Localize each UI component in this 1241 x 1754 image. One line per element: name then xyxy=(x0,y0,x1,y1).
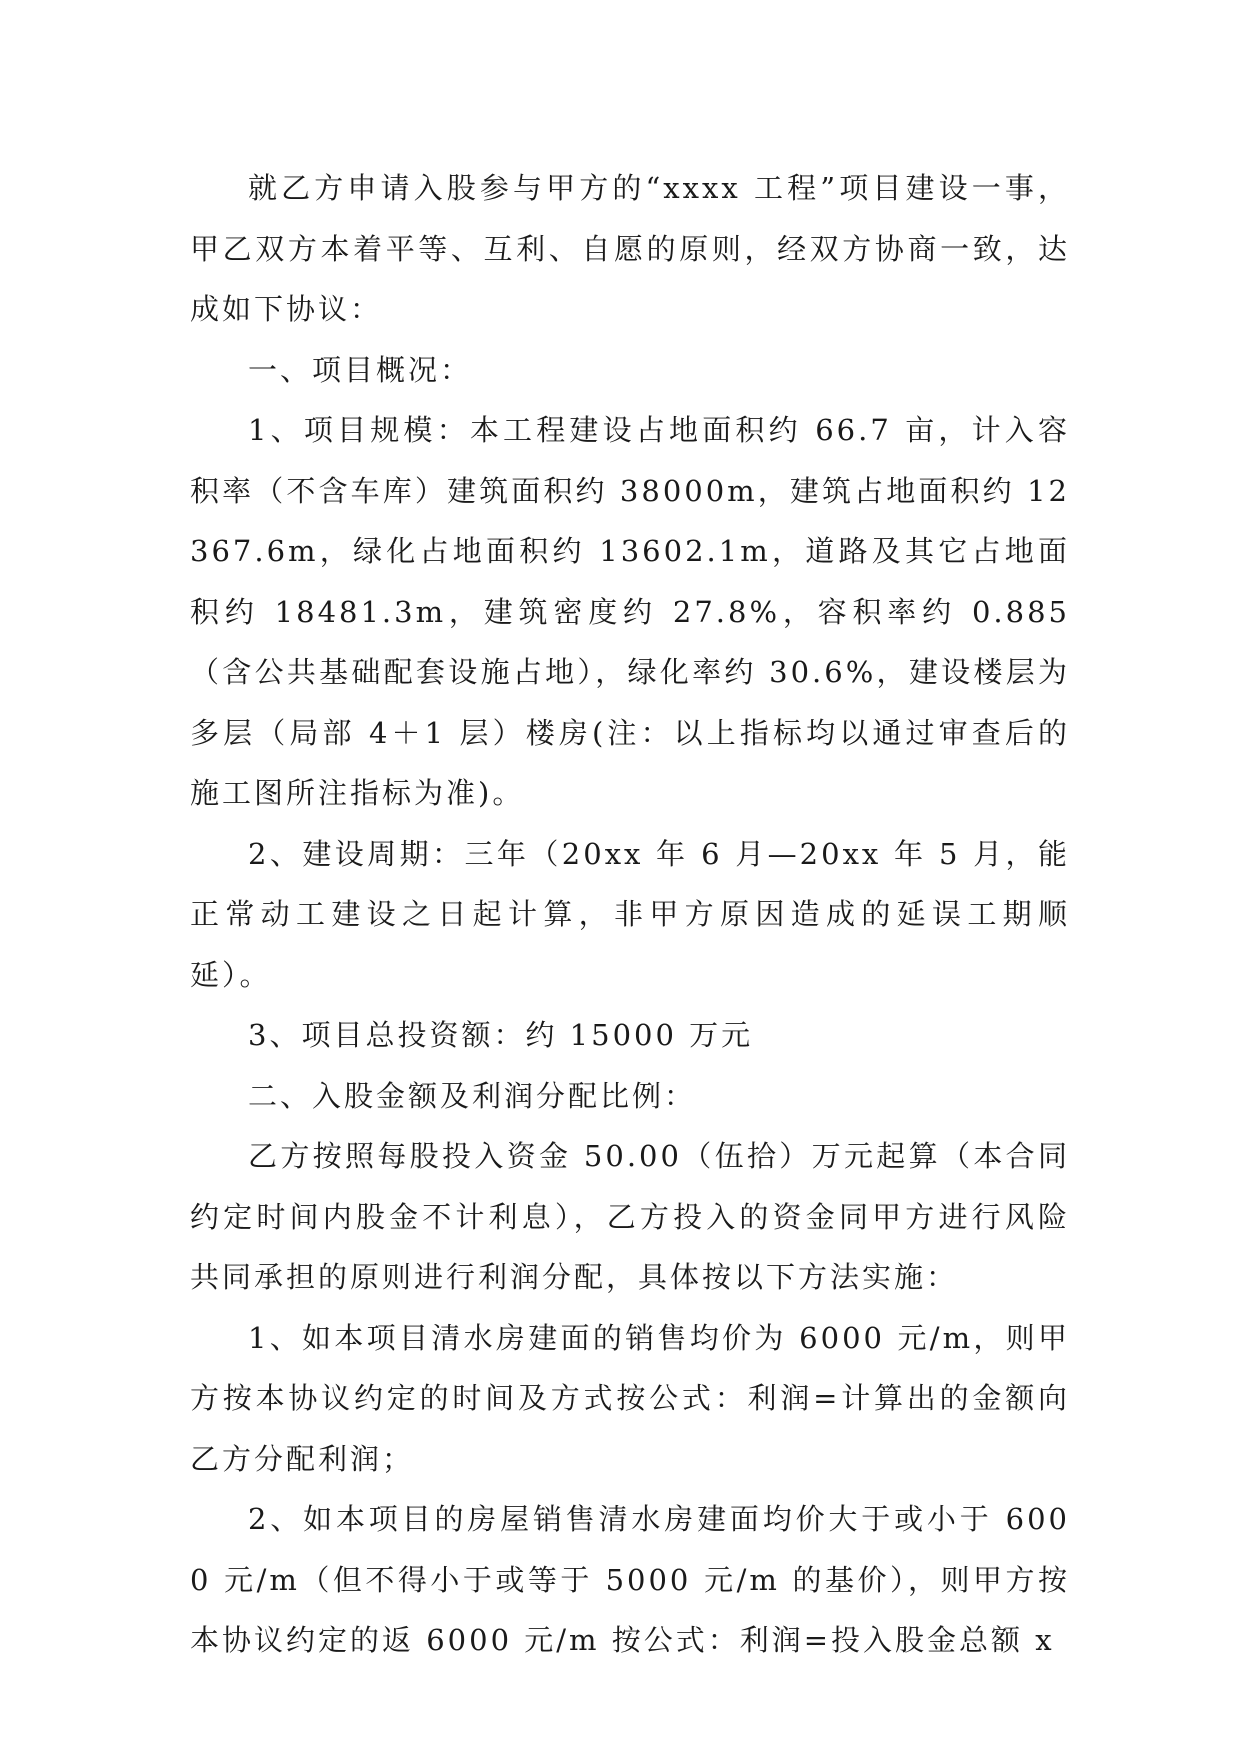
clause-project-scale: 1、项目规模：本工程建设占地面积约 66.7 亩，计入容积率（不含车库）建筑面积约 38000m，建筑占地面积约 12367.6m，绿化占地面积约 13602.1m，道路及其它占地面积约 18481.3m，建筑密度约 27.8%，容积率约 0.885（含公共基础配套设施占地），绿化率约 30.6%，建设楼层为多层（局部 4＋1 层）楼房(注：以上指标均以通过审查后的施工图所注指标为准)。 xyxy=(190,413,1070,810)
intro-paragraph: 就乙方申请入股参与甲方的“xxxx 工程”项目建设一事，甲乙双方本着平等、互利、自愿的原则，经双方协商一致，达成如下协议： xyxy=(190,171,1070,326)
clause-profit-rule-1: 1、如本项目清水房建面的销售均价为 6000 元/m，则甲方按本协议约定的时间及方式按公式：利润=计算出的金额向乙方分配利润； xyxy=(190,1320,1070,1476)
section-heading-share-and-profit: 二、入股金额及利润分配比例： xyxy=(248,1078,697,1113)
clause-construction-period: 2、建设周期：三年（20xx 年 6 月—20xx 年 5 月，能正常动工建设之日起计算，非甲方原因造成的延误工期顺延）。 xyxy=(190,836,1070,992)
clause-profit-rule-2: 2、如本项目的房屋销售清水房建面均价大于或小于 6000 元/m（但不得小于或等于 5000 元/m 的基价），则甲方按本协议约定的返 6000 元/m 按公式：利润=投入股金总额 x xyxy=(190,1502,1070,1657)
section-heading-project-overview: 一、项目概况： xyxy=(248,352,473,387)
document-body xyxy=(190,158,1070,1671)
clause-total-investment: 3、项目总投资额：约 15000 万元 xyxy=(248,1018,754,1052)
clause-share-investment: 乙方按照每股投入资金 50.00（伍拾）万元起算（本合同约定时间内股金不计利息），乙方投入的资金同甲方进行风险共同承担的原则进行利润分配，具体按以下方法实施： xyxy=(190,1139,1070,1294)
